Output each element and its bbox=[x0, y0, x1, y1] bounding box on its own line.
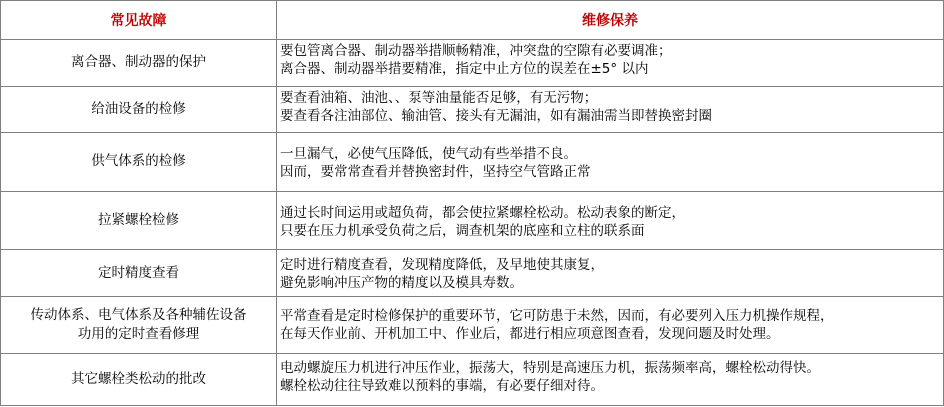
table-row bbox=[1, 86, 944, 133]
header-fault: 常见故障 bbox=[1, 1, 277, 40]
table-row bbox=[1, 133, 944, 192]
maintenance-text: 因而，要常常查看并替换密封件，坚持空气管路正常 bbox=[280, 164, 591, 180]
table-row bbox=[1, 250, 944, 297]
maintenance-text: 螺栓松动往往导致难以预料的事端，有必要仔细对待。 bbox=[280, 378, 604, 395]
maintenance-cell bbox=[277, 296, 944, 354]
table-row bbox=[1, 296, 944, 354]
maintenance-text: 离合器、制动器举措要精准，指定中止方位的误差在±5° 以内 bbox=[280, 61, 649, 77]
fault-text: 拉紧螺栓检修 bbox=[98, 211, 179, 228]
maintenance-cell bbox=[277, 191, 944, 250]
maintenance-cell bbox=[277, 86, 944, 133]
maintenance-text: 只要在压力机承受负荷之后，调查机架的底座和立柱的联系面 bbox=[280, 222, 645, 239]
table-row bbox=[1, 40, 944, 87]
maintenance-text: 电动螺旋压力机进行冲压作业，振荡大，特别是高速压力机，振荡频率高，螺栓松动得快。 bbox=[280, 360, 820, 377]
maintenance-text: 定时进行精度查看，发现精度降低，及早地使其康复， bbox=[280, 257, 604, 274]
maintenance-text: 平常查看是定时检修保护的重要环节，它可防患于未然，因而，有必要列入压力机操作规程， bbox=[280, 307, 834, 324]
fault-cell bbox=[1, 86, 277, 133]
fault-cell bbox=[1, 40, 277, 87]
fault-cell bbox=[1, 133, 277, 192]
table-row bbox=[1, 191, 944, 250]
maintenance-text: 要查看各注油部位、输油管、接头有无漏油，如有漏油需当即替换密封圈 bbox=[280, 107, 712, 124]
fault-text: 离合器、制动器的保护 bbox=[71, 54, 206, 71]
fault-cell bbox=[1, 354, 277, 406]
maintenance-text: 要查看油箱、油池、、泵等油量能否足够，有无污物； bbox=[280, 89, 598, 106]
fault-cell bbox=[1, 296, 277, 354]
maintenance-text: 要包管离合器、制动器举措顺畅精准，冲突盘的空隙有必要调准； bbox=[280, 43, 672, 59]
maintenance-text: 一旦漏气，必使气压降低，使气动有些举措不良。 bbox=[280, 146, 577, 162]
fault-cell bbox=[1, 191, 277, 250]
maintenance-cell bbox=[277, 354, 944, 406]
maintenance-text: 避免影响冲压产物的精度以及模具寿数。 bbox=[280, 275, 523, 292]
fault-text: 其它螺栓类松动的批改 bbox=[71, 371, 206, 388]
maintenance-cell bbox=[277, 250, 944, 297]
fault-text: 供气体系的检修 bbox=[91, 153, 186, 170]
table-row bbox=[1, 354, 944, 406]
table-header-row bbox=[1, 1, 944, 40]
fault-text: 定时精度查看 bbox=[98, 264, 179, 281]
maintenance-text: 在每天作业前、开机加工中、作业后，都进行相应项意图查看，发现问题及时处理。 bbox=[280, 325, 780, 342]
fault-text: 给油设备的检修 bbox=[91, 100, 186, 117]
header-maintenance: 维修保养 bbox=[277, 1, 944, 40]
fault-text: 传动体系、电气体系及各种辅佐设备 bbox=[30, 307, 247, 324]
maintenance-cell bbox=[277, 40, 944, 87]
fault-cell bbox=[1, 250, 277, 297]
maintenance-cell bbox=[277, 133, 944, 192]
maintenance-text: 通过长时间运用或超负荷，都会使拉紧螺栓松动。松动表象的断定， bbox=[280, 204, 685, 221]
fault-text: 功用的定时查看修理 bbox=[77, 326, 200, 343]
